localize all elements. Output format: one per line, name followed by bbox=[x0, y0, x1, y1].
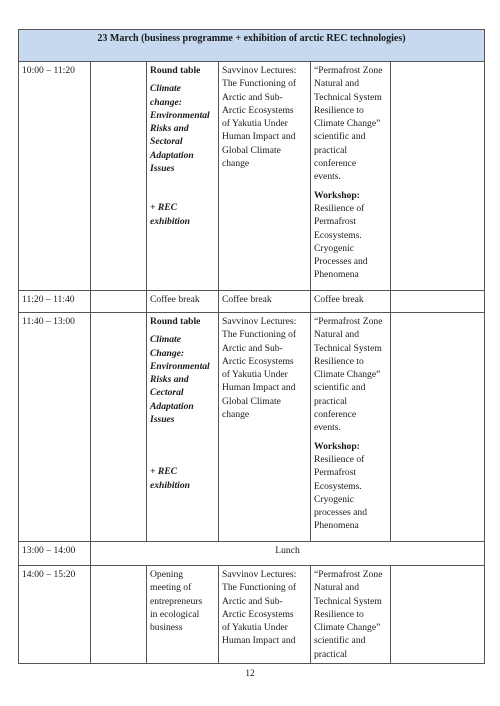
session-title: Round table bbox=[150, 316, 201, 327]
time-slot: 11:20 – 11:40 bbox=[19, 291, 91, 313]
lecture-cell: Savvinov Lectures: The Functioning of Arctic and Sub- Arctic Ecosystems of Yakutia Under Human Impact and Global Climate change bbox=[219, 313, 311, 542]
schedule-row bbox=[19, 62, 485, 291]
exhibition-note: + REC exhibition bbox=[150, 466, 190, 491]
coffee-break: Coffee break bbox=[219, 291, 311, 313]
schedule-row bbox=[19, 291, 485, 313]
day-header-row bbox=[19, 30, 485, 62]
schedule-row bbox=[19, 566, 485, 664]
workshop-text: Resilience of Permafrost Ecosystems. Cryogenic Processes and Phenomena bbox=[314, 202, 368, 281]
schedule-table bbox=[18, 29, 485, 664]
empty-cell bbox=[391, 291, 485, 313]
workshop-text: Resilience of Permafrost Ecosystems. Cryogenic processes and Phenomena bbox=[314, 453, 368, 532]
session-topic: Climate change: Environmental Risks and Sectoral Adaptation Issues bbox=[150, 83, 210, 175]
workshop-label: Workshop: bbox=[314, 440, 360, 452]
page-number: 12 bbox=[245, 668, 255, 679]
conference-text: “Permafrost Zone Natural and Technical System Resilience to Climate Change” scientific and practical conference events. bbox=[314, 316, 383, 434]
workshop-label: Workshop: bbox=[314, 189, 360, 201]
coffee-break: Coffee break bbox=[147, 291, 219, 313]
time-slot: 14:00 – 15:20 bbox=[19, 566, 91, 664]
session-cell: Opening meeting of entrepreneurs in ecological business bbox=[147, 566, 219, 664]
schedule-row bbox=[19, 313, 485, 542]
empty-cell bbox=[91, 566, 147, 664]
lecture-cell: Savvinov Lectures: The Functioning of Arctic and Sub- Arctic Ecosystems of Yakutia Under Human Impact and Global Climate change bbox=[219, 62, 311, 291]
time-slot: 13:00 – 14:00 bbox=[19, 542, 91, 566]
time-slot: 11:40 – 13:00 bbox=[19, 313, 91, 542]
empty-cell bbox=[91, 291, 147, 313]
time-slot: 10:00 – 11:20 bbox=[19, 62, 91, 291]
session-topic: Climate Change: Environmental Risks and Cectoral Adaptation Issues bbox=[150, 334, 210, 426]
session-cell bbox=[147, 62, 219, 291]
exhibition-note: + REC exhibition bbox=[150, 202, 190, 227]
empty-cell bbox=[391, 566, 485, 664]
conference-cell bbox=[311, 62, 391, 291]
day-title: 23 March (business programme + exhibition of arctic REC technologies) bbox=[19, 30, 485, 62]
session-title: Round table bbox=[150, 65, 201, 76]
conference-text: “Permafrost Zone Natural and Technical System Resilience to Climate Change” scientific and practical conference events. bbox=[314, 65, 383, 183]
empty-cell bbox=[391, 62, 485, 291]
lecture-cell: Savvinov Lectures: The Functioning of Arctic and Sub- Arctic Ecosystems of Yakutia Under Human Impact and bbox=[219, 566, 311, 664]
empty-cell bbox=[91, 313, 147, 542]
conference-cell bbox=[311, 313, 391, 542]
coffee-break: Coffee break bbox=[311, 291, 391, 313]
lunch-break: Lunch bbox=[91, 542, 485, 566]
empty-cell bbox=[391, 313, 485, 542]
empty-cell bbox=[91, 62, 147, 291]
session-cell bbox=[147, 313, 219, 542]
conference-cell: “Permafrost Zone Natural and Technical System Resilience to Climate Change” scientific and practical bbox=[311, 566, 391, 664]
schedule-row bbox=[19, 542, 485, 566]
